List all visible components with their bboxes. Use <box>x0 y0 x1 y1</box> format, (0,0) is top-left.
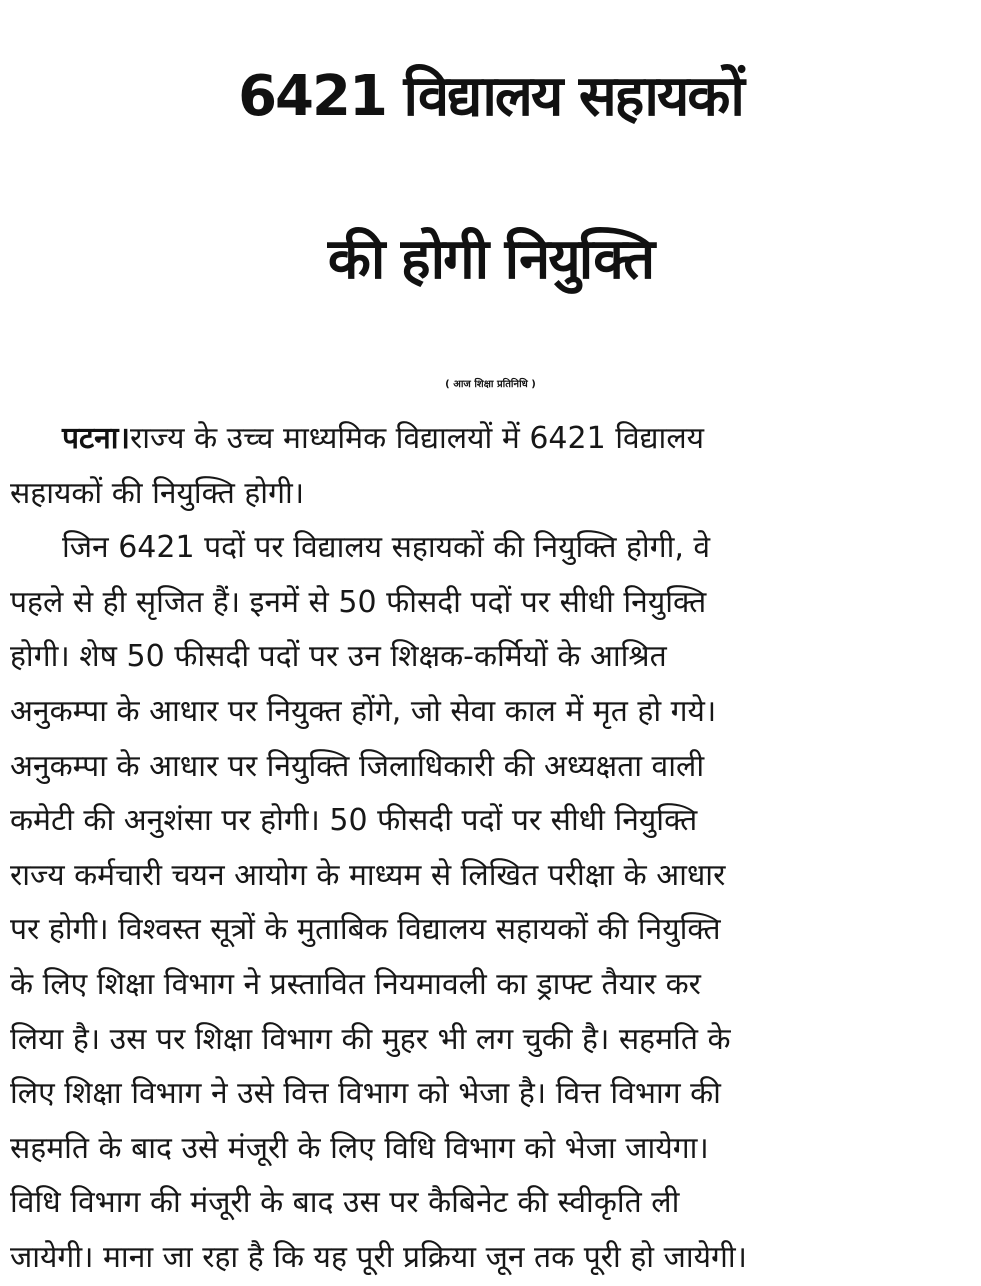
body-line: राज्य कर्मचारी चयन आयोग के माध्यम से लिखित परीक्षा के आधार <box>10 857 726 893</box>
body-line: सहायकों की नियुक्ति होगी। <box>10 475 305 511</box>
body-line: पर होगी। विश्वस्त सूत्रों के मुताबिक विद्यालय सहायकों की नियुक्ति <box>10 912 721 948</box>
article-body <box>10 412 960 1286</box>
headline-line-1: 6421 विद्यालय सहायकों <box>238 64 743 129</box>
body-line: होगी। शेष 50 फीसदी पदों पर उन शिक्षक-कर्मियों के आश्रित <box>10 639 667 675</box>
body-line: सहमति के बाद उसे मंजूरी के लिए विधि विभाग को भेजा जायेगा। <box>10 1130 709 1166</box>
byline: ( आज शिक्षा प्रतिनिधि ) <box>445 379 536 390</box>
body-line: लिया है। उस पर शिक्षा विभाग की मुहर भी लग चुकी है। सहमति के <box>10 1021 731 1057</box>
body-line <box>10 412 960 467</box>
body-line: के लिए शिक्षा विभाग ने प्रस्तावित नियमावली का ड्राफ्ट तैयार कर <box>10 966 701 1002</box>
body-line: कमेटी की अनुशंसा पर होगी। 50 फीसदी पदों पर सीधी नियुक्ति <box>10 803 698 839</box>
body-line: पहले से ही सृजित हैं। इनमें से 50 फीसदी पदों पर सीधी नियुक्ति <box>10 584 707 620</box>
body-line-text: राज्य के उच्च माध्यमिक विद्यालयों में 6421 विद्यालय <box>129 421 705 456</box>
dateline: पटना। <box>62 421 130 456</box>
body-line: लिए शिक्षा विभाग ने उसे वित्त विभाग को भेजा है। वित्त विभाग की <box>10 1076 721 1112</box>
body-line: जायेगी। माना जा रहा है कि यह पूरी प्रक्रिया जून तक पूरी हो जायेगी। <box>10 1239 748 1275</box>
body-line: अनुकम्पा के आधार पर नियुक्त होंगे, जो सेवा काल में मृत हो गये। <box>10 693 717 729</box>
body-line: विधि विभाग की मंजूरी के बाद उस पर कैबिनेट की स्वीकृति ली <box>10 1185 680 1221</box>
headline-line-2: की होगी नियुक्ति <box>327 227 654 292</box>
body-line: अनुकम्पा के आधार पर नियुक्ति जिलाधिकारी की अध्यक्षता वाली <box>10 748 705 784</box>
body-line: जिन 6421 पदों पर विद्यालय सहायकों की नियुक्ति होगी, वे <box>62 530 711 566</box>
